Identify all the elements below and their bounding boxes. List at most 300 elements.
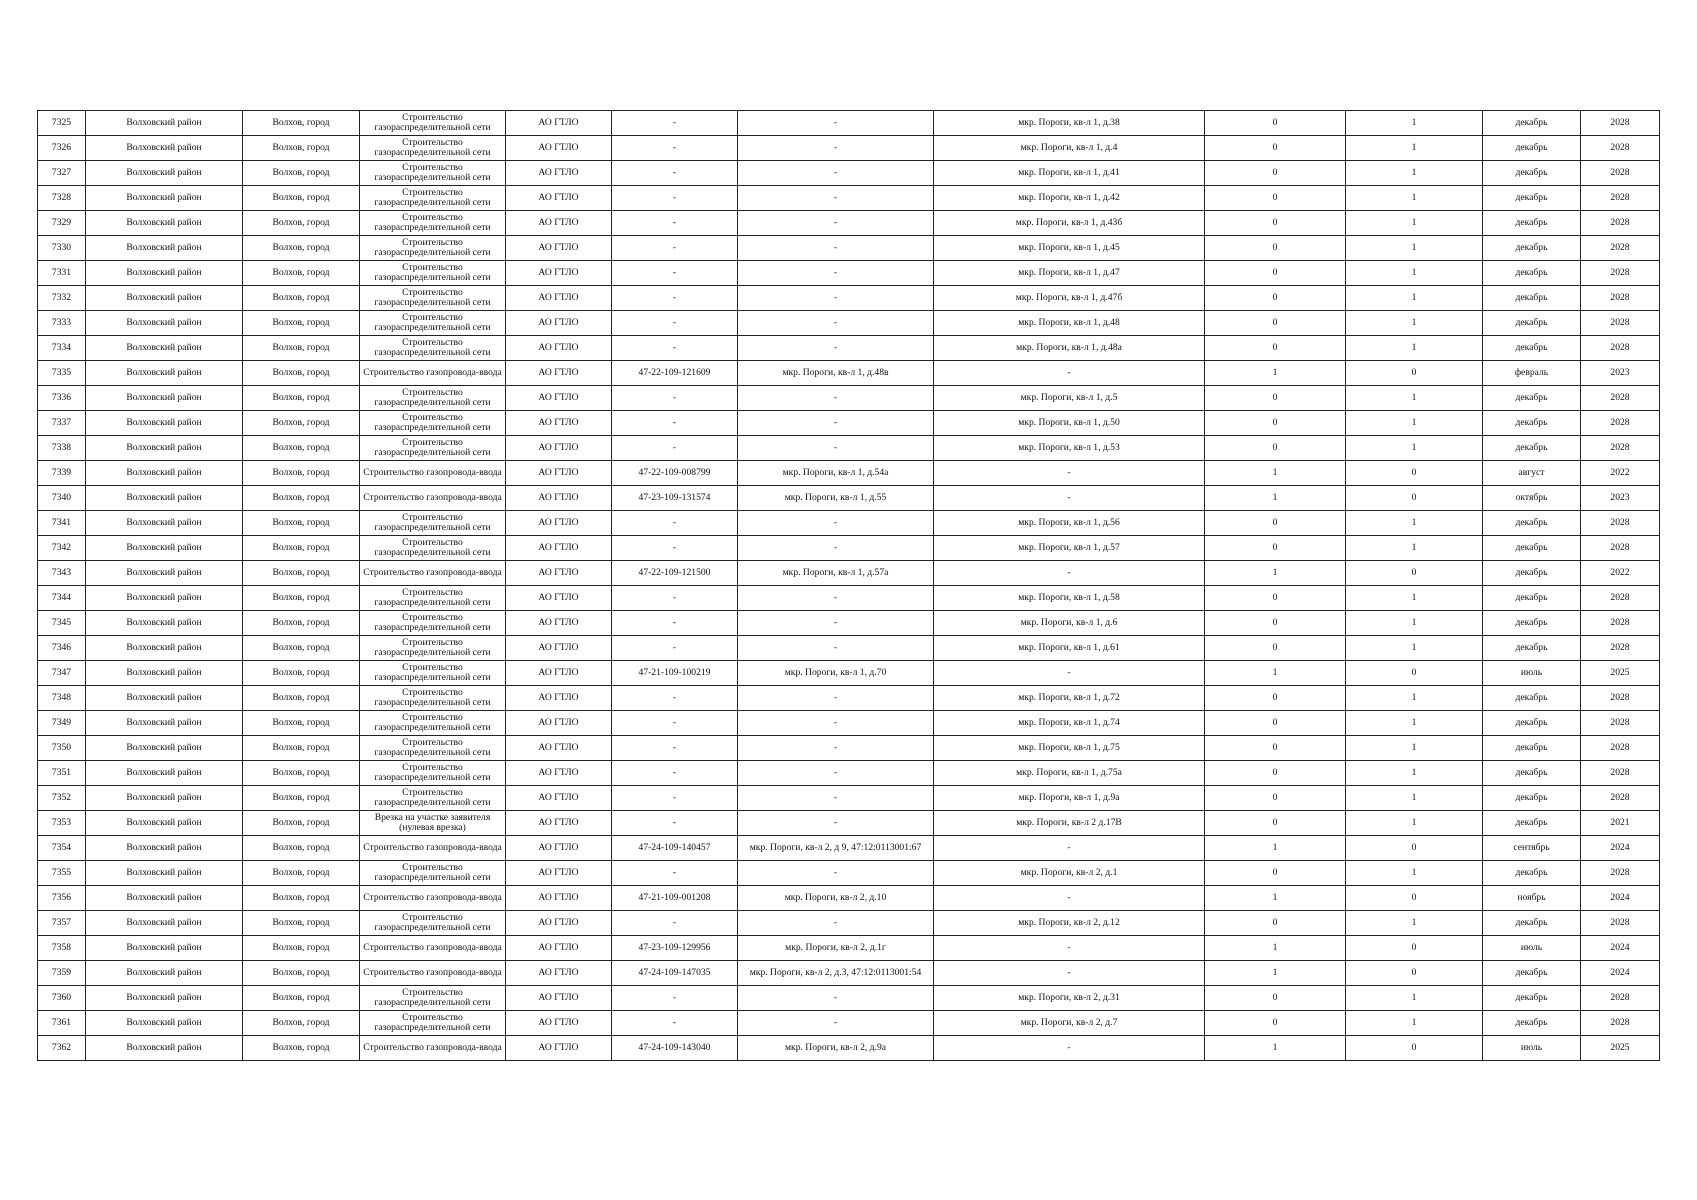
table-row bbox=[38, 561, 1660, 586]
cell-district: Волховский район bbox=[86, 661, 243, 686]
table-row bbox=[38, 661, 1660, 686]
cell-work-type: Строительство газораспределительной сети bbox=[360, 686, 506, 711]
cell-year: 2028 bbox=[1581, 986, 1660, 1011]
cell-connection-address: - bbox=[738, 986, 934, 1011]
cell-district: Волховский район bbox=[86, 586, 243, 611]
cell-network-address: мкр. Пороги, кв-л 1, д.75 bbox=[934, 736, 1205, 761]
cell-district: Волховский район bbox=[86, 786, 243, 811]
cell-month: ноябрь bbox=[1483, 886, 1581, 911]
cell-work-type: Строительство газораспределительной сети bbox=[360, 786, 506, 811]
cell-count-b: 1 bbox=[1346, 261, 1483, 286]
cell-contract-number: - bbox=[612, 811, 738, 836]
cell-number: 7336 bbox=[38, 386, 86, 411]
cell-district: Волховский район bbox=[86, 936, 243, 961]
cell-number: 7328 bbox=[38, 186, 86, 211]
cell-organization: АО ГТЛО bbox=[506, 661, 612, 686]
cell-organization: АО ГТЛО bbox=[506, 836, 612, 861]
cell-count-a: 0 bbox=[1205, 611, 1346, 636]
cell-connection-address: - bbox=[738, 861, 934, 886]
cell-contract-number: - bbox=[612, 711, 738, 736]
cell-connection-address: - bbox=[738, 611, 934, 636]
cell-connection-address: мкр. Пороги, кв-л 1, д.70 bbox=[738, 661, 934, 686]
cell-work-type: Строительство газораспределительной сети bbox=[360, 861, 506, 886]
cell-year: 2025 bbox=[1581, 1036, 1660, 1061]
cell-number: 7345 bbox=[38, 611, 86, 636]
cell-work-type: Строительство газораспределительной сети bbox=[360, 511, 506, 536]
table-row bbox=[38, 986, 1660, 1011]
table-row bbox=[38, 236, 1660, 261]
cell-number: 7341 bbox=[38, 511, 86, 536]
cell-contract-number: 47-22-109-121500 bbox=[612, 561, 738, 586]
cell-connection-address: - bbox=[738, 636, 934, 661]
cell-count-b: 1 bbox=[1346, 1011, 1483, 1036]
cell-network-address: - bbox=[934, 561, 1205, 586]
cell-count-a: 0 bbox=[1205, 436, 1346, 461]
table-row bbox=[38, 736, 1660, 761]
cell-locality: Волхов, город bbox=[243, 1011, 360, 1036]
cell-count-b: 0 bbox=[1346, 886, 1483, 911]
cell-locality: Волхов, город bbox=[243, 511, 360, 536]
cell-month: декабрь bbox=[1483, 411, 1581, 436]
cell-month: август bbox=[1483, 461, 1581, 486]
cell-year: 2028 bbox=[1581, 736, 1660, 761]
cell-locality: Волхов, город bbox=[243, 961, 360, 986]
cell-contract-number: - bbox=[612, 411, 738, 436]
cell-locality: Волхов, город bbox=[243, 211, 360, 236]
cell-organization: АО ГТЛО bbox=[506, 386, 612, 411]
cell-year: 2028 bbox=[1581, 186, 1660, 211]
cell-month: декабрь bbox=[1483, 986, 1581, 1011]
cell-count-b: 1 bbox=[1346, 411, 1483, 436]
cell-connection-address: - bbox=[738, 436, 934, 461]
cell-organization: АО ГТЛО bbox=[506, 861, 612, 886]
cell-contract-number: - bbox=[612, 136, 738, 161]
cell-count-b: 1 bbox=[1346, 536, 1483, 561]
cell-count-b: 0 bbox=[1346, 561, 1483, 586]
cell-number: 7333 bbox=[38, 311, 86, 336]
cell-locality: Волхов, город bbox=[243, 861, 360, 886]
cell-connection-address: - bbox=[738, 411, 934, 436]
cell-year: 2028 bbox=[1581, 136, 1660, 161]
cell-contract-number: - bbox=[612, 536, 738, 561]
table-row bbox=[38, 761, 1660, 786]
table-row bbox=[38, 1011, 1660, 1036]
cell-district: Волховский район bbox=[86, 711, 243, 736]
cell-network-address: мкр. Пороги, кв-л 1, д.61 bbox=[934, 636, 1205, 661]
cell-network-address: мкр. Пороги, кв-л 2, д.1 bbox=[934, 861, 1205, 886]
cell-month: декабрь bbox=[1483, 161, 1581, 186]
cell-network-address: - bbox=[934, 936, 1205, 961]
cell-number: 7354 bbox=[38, 836, 86, 861]
cell-work-type: Строительство газопровода-ввода bbox=[360, 936, 506, 961]
cell-month: июль bbox=[1483, 936, 1581, 961]
cell-month: декабрь bbox=[1483, 711, 1581, 736]
cell-number: 7339 bbox=[38, 461, 86, 486]
cell-contract-number: - bbox=[612, 336, 738, 361]
cell-organization: АО ГТЛО bbox=[506, 311, 612, 336]
cell-locality: Волхов, город bbox=[243, 936, 360, 961]
cell-count-b: 1 bbox=[1346, 611, 1483, 636]
cell-year: 2028 bbox=[1581, 111, 1660, 136]
cell-month: декабрь bbox=[1483, 861, 1581, 886]
cell-count-a: 1 bbox=[1205, 836, 1346, 861]
cell-work-type: Строительство газораспределительной сети bbox=[360, 311, 506, 336]
table-row bbox=[38, 436, 1660, 461]
cell-count-a: 0 bbox=[1205, 786, 1346, 811]
cell-number: 7327 bbox=[38, 161, 86, 186]
cell-district: Волховский район bbox=[86, 911, 243, 936]
cell-number: 7359 bbox=[38, 961, 86, 986]
cell-count-a: 0 bbox=[1205, 286, 1346, 311]
cell-connection-address: - bbox=[738, 336, 934, 361]
cell-organization: АО ГТЛО bbox=[506, 211, 612, 236]
cell-year: 2022 bbox=[1581, 561, 1660, 586]
cell-count-a: 0 bbox=[1205, 1011, 1346, 1036]
cell-count-b: 1 bbox=[1346, 686, 1483, 711]
cell-district: Волховский район bbox=[86, 461, 243, 486]
cell-locality: Волхов, город bbox=[243, 486, 360, 511]
cell-locality: Волхов, город bbox=[243, 1036, 360, 1061]
cell-work-type: Строительство газопровода-ввода bbox=[360, 361, 506, 386]
cell-number: 7361 bbox=[38, 1011, 86, 1036]
cell-work-type: Строительство газопровода-ввода bbox=[360, 486, 506, 511]
cell-network-address: мкр. Пороги, кв-л 1, д.72 bbox=[934, 686, 1205, 711]
cell-count-b: 1 bbox=[1346, 336, 1483, 361]
cell-year: 2028 bbox=[1581, 711, 1660, 736]
cell-year: 2028 bbox=[1581, 236, 1660, 261]
cell-locality: Волхов, город bbox=[243, 661, 360, 686]
cell-number: 7330 bbox=[38, 236, 86, 261]
cell-contract-number: 47-23-109-129956 bbox=[612, 936, 738, 961]
cell-number: 7355 bbox=[38, 861, 86, 886]
cell-district: Волховский район bbox=[86, 111, 243, 136]
cell-organization: АО ГТЛО bbox=[506, 1011, 612, 1036]
cell-month: декабрь bbox=[1483, 561, 1581, 586]
cell-district: Волховский район bbox=[86, 511, 243, 536]
cell-district: Волховский район bbox=[86, 286, 243, 311]
cell-connection-address: мкр. Пороги, кв-л 1, д.57а bbox=[738, 561, 934, 586]
cell-contract-number: - bbox=[612, 686, 738, 711]
cell-organization: АО ГТЛО bbox=[506, 111, 612, 136]
cell-organization: АО ГТЛО bbox=[506, 461, 612, 486]
cell-count-b: 1 bbox=[1346, 111, 1483, 136]
cell-organization: АО ГТЛО bbox=[506, 161, 612, 186]
cell-count-a: 1 bbox=[1205, 486, 1346, 511]
cell-locality: Волхов, город bbox=[243, 311, 360, 336]
cell-network-address: мкр. Пороги, кв-л 2 д.17В bbox=[934, 811, 1205, 836]
cell-year: 2022 bbox=[1581, 461, 1660, 486]
cell-organization: АО ГТЛО bbox=[506, 761, 612, 786]
cell-locality: Волхов, город bbox=[243, 886, 360, 911]
cell-count-a: 1 bbox=[1205, 361, 1346, 386]
cell-year: 2028 bbox=[1581, 1011, 1660, 1036]
cell-work-type: Строительство газораспределительной сети bbox=[360, 611, 506, 636]
cell-year: 2028 bbox=[1581, 161, 1660, 186]
cell-count-b: 1 bbox=[1346, 186, 1483, 211]
cell-district: Волховский район bbox=[86, 636, 243, 661]
cell-connection-address: - bbox=[738, 811, 934, 836]
cell-count-a: 1 bbox=[1205, 561, 1346, 586]
cell-month: декабрь bbox=[1483, 236, 1581, 261]
cell-connection-address: - bbox=[738, 711, 934, 736]
cell-year: 2028 bbox=[1581, 261, 1660, 286]
cell-network-address: - bbox=[934, 961, 1205, 986]
cell-connection-address: - bbox=[738, 536, 934, 561]
cell-locality: Волхов, город bbox=[243, 711, 360, 736]
cell-organization: АО ГТЛО bbox=[506, 586, 612, 611]
cell-district: Волховский район bbox=[86, 861, 243, 886]
cell-organization: АО ГТЛО bbox=[506, 361, 612, 386]
cell-connection-address: - bbox=[738, 111, 934, 136]
cell-organization: АО ГТЛО bbox=[506, 436, 612, 461]
cell-network-address: мкр. Пороги, кв-л 1, д.43б bbox=[934, 211, 1205, 236]
table-row bbox=[38, 786, 1660, 811]
cell-connection-address: - bbox=[738, 911, 934, 936]
cell-month: февраль bbox=[1483, 361, 1581, 386]
cell-connection-address: мкр. Пороги, кв-л 2, д.3, 47:12:0113001:54 bbox=[738, 961, 934, 986]
cell-number: 7353 bbox=[38, 811, 86, 836]
cell-connection-address: мкр. Пороги, кв-л 1, д.54а bbox=[738, 461, 934, 486]
cell-count-b: 1 bbox=[1346, 436, 1483, 461]
cell-district: Волховский район bbox=[86, 986, 243, 1011]
cell-work-type: Строительство газопровода-ввода bbox=[360, 886, 506, 911]
cell-month: октябрь bbox=[1483, 486, 1581, 511]
cell-connection-address: мкр. Пороги, кв-л 1, д.55 bbox=[738, 486, 934, 511]
cell-organization: АО ГТЛО bbox=[506, 961, 612, 986]
cell-network-address: мкр. Пороги, кв-л 2, д.12 bbox=[934, 911, 1205, 936]
cell-organization: АО ГТЛО bbox=[506, 911, 612, 936]
cell-month: декабрь bbox=[1483, 136, 1581, 161]
cell-locality: Волхов, город bbox=[243, 561, 360, 586]
table-row bbox=[38, 186, 1660, 211]
cell-contract-number: - bbox=[612, 586, 738, 611]
cell-count-b: 1 bbox=[1346, 386, 1483, 411]
cell-network-address: мкр. Пороги, кв-л 1, д.75а bbox=[934, 761, 1205, 786]
cell-organization: АО ГТЛО bbox=[506, 611, 612, 636]
cell-work-type: Строительство газопровода-ввода bbox=[360, 961, 506, 986]
cell-connection-address: мкр. Пороги, кв-л 1, д.48в bbox=[738, 361, 934, 386]
cell-work-type: Строительство газораспределительной сети bbox=[360, 986, 506, 1011]
cell-district: Волховский район bbox=[86, 1036, 243, 1061]
cell-count-b: 1 bbox=[1346, 511, 1483, 536]
cell-district: Волховский район bbox=[86, 411, 243, 436]
cell-district: Волховский район bbox=[86, 361, 243, 386]
cell-year: 2023 bbox=[1581, 486, 1660, 511]
cell-locality: Волхов, город bbox=[243, 611, 360, 636]
cell-district: Волховский район bbox=[86, 736, 243, 761]
cell-count-a: 1 bbox=[1205, 661, 1346, 686]
cell-district: Волховский район bbox=[86, 486, 243, 511]
cell-count-b: 1 bbox=[1346, 761, 1483, 786]
cell-work-type: Строительство газопровода-ввода bbox=[360, 461, 506, 486]
cell-number: 7358 bbox=[38, 936, 86, 961]
cell-locality: Волхов, город bbox=[243, 736, 360, 761]
cell-month: декабрь bbox=[1483, 1011, 1581, 1036]
cell-count-a: 0 bbox=[1205, 636, 1346, 661]
cell-work-type: Врезка на участке заявителя (нулевая врезка) bbox=[360, 811, 506, 836]
cell-number: 7334 bbox=[38, 336, 86, 361]
cell-network-address: мкр. Пороги, кв-л 1, д.5 bbox=[934, 386, 1205, 411]
cell-count-b: 1 bbox=[1346, 236, 1483, 261]
cell-year: 2028 bbox=[1581, 761, 1660, 786]
cell-count-a: 1 bbox=[1205, 1036, 1346, 1061]
cell-count-a: 0 bbox=[1205, 111, 1346, 136]
cell-locality: Волхов, город bbox=[243, 361, 360, 386]
cell-district: Волховский район bbox=[86, 311, 243, 336]
cell-network-address: мкр. Пороги, кв-л 1, д.58 bbox=[934, 586, 1205, 611]
cell-work-type: Строительство газораспределительной сети bbox=[360, 386, 506, 411]
cell-locality: Волхов, город bbox=[243, 436, 360, 461]
cell-count-a: 0 bbox=[1205, 536, 1346, 561]
cell-year: 2028 bbox=[1581, 611, 1660, 636]
cell-count-a: 0 bbox=[1205, 261, 1346, 286]
cell-count-b: 1 bbox=[1346, 811, 1483, 836]
cell-year: 2028 bbox=[1581, 311, 1660, 336]
cell-number: 7360 bbox=[38, 986, 86, 1011]
cell-connection-address: - bbox=[738, 161, 934, 186]
cell-contract-number: 47-24-109-147035 bbox=[612, 961, 738, 986]
cell-count-b: 0 bbox=[1346, 1036, 1483, 1061]
cell-work-type: Строительство газопровода-ввода bbox=[360, 561, 506, 586]
cell-number: 7362 bbox=[38, 1036, 86, 1061]
cell-year: 2028 bbox=[1581, 536, 1660, 561]
table-row bbox=[38, 211, 1660, 236]
cell-district: Волховский район bbox=[86, 136, 243, 161]
cell-number: 7338 bbox=[38, 436, 86, 461]
cell-connection-address: - bbox=[738, 761, 934, 786]
cell-count-b: 1 bbox=[1346, 311, 1483, 336]
table-row bbox=[38, 286, 1660, 311]
cell-number: 7348 bbox=[38, 686, 86, 711]
cell-work-type: Строительство газораспределительной сети bbox=[360, 236, 506, 261]
cell-count-a: 0 bbox=[1205, 761, 1346, 786]
cell-connection-address: - bbox=[738, 136, 934, 161]
cell-count-b: 1 bbox=[1346, 211, 1483, 236]
cell-count-a: 0 bbox=[1205, 736, 1346, 761]
cell-locality: Волхов, город bbox=[243, 236, 360, 261]
cell-month: декабрь bbox=[1483, 636, 1581, 661]
cell-network-address: - bbox=[934, 836, 1205, 861]
cell-network-address: мкр. Пороги, кв-л 1, д.41 bbox=[934, 161, 1205, 186]
cell-organization: АО ГТЛО bbox=[506, 286, 612, 311]
cell-locality: Волхов, город bbox=[243, 686, 360, 711]
cell-number: 7343 bbox=[38, 561, 86, 586]
cell-network-address: мкр. Пороги, кв-л 1, д.4 bbox=[934, 136, 1205, 161]
cell-count-b: 0 bbox=[1346, 836, 1483, 861]
table-row bbox=[38, 111, 1660, 136]
cell-work-type: Строительство газопровода-ввода bbox=[360, 836, 506, 861]
cell-count-b: 0 bbox=[1346, 961, 1483, 986]
cell-network-address: мкр. Пороги, кв-л 1, д.47 bbox=[934, 261, 1205, 286]
cell-number: 7344 bbox=[38, 586, 86, 611]
cell-district: Волховский район bbox=[86, 1011, 243, 1036]
cell-district: Волховский район bbox=[86, 386, 243, 411]
table-body bbox=[38, 111, 1660, 1061]
cell-network-address: мкр. Пороги, кв-л 1, д.57 bbox=[934, 536, 1205, 561]
table-row bbox=[38, 911, 1660, 936]
cell-locality: Волхов, город bbox=[243, 136, 360, 161]
cell-count-a: 1 bbox=[1205, 961, 1346, 986]
cell-connection-address: - bbox=[738, 511, 934, 536]
cell-locality: Волхов, город bbox=[243, 536, 360, 561]
cell-locality: Волхов, город bbox=[243, 636, 360, 661]
cell-district: Волховский район bbox=[86, 211, 243, 236]
cell-year: 2028 bbox=[1581, 686, 1660, 711]
cell-organization: АО ГТЛО bbox=[506, 1036, 612, 1061]
cell-organization: АО ГТЛО bbox=[506, 136, 612, 161]
cell-network-address: мкр. Пороги, кв-л 1, д.50 bbox=[934, 411, 1205, 436]
cell-contract-number: 47-23-109-131574 bbox=[612, 486, 738, 511]
cell-contract-number: - bbox=[612, 161, 738, 186]
cell-contract-number: - bbox=[612, 636, 738, 661]
cell-network-address: мкр. Пороги, кв-л 1, д.56 bbox=[934, 511, 1205, 536]
cell-contract-number: 47-22-109-121609 bbox=[612, 361, 738, 386]
cell-month: декабрь bbox=[1483, 311, 1581, 336]
cell-count-a: 1 bbox=[1205, 461, 1346, 486]
cell-number: 7325 bbox=[38, 111, 86, 136]
cell-district: Волховский район bbox=[86, 536, 243, 561]
cell-network-address: мкр. Пороги, кв-л 1, д.38 bbox=[934, 111, 1205, 136]
cell-locality: Волхов, город bbox=[243, 461, 360, 486]
cell-network-address: мкр. Пороги, кв-л 1, д.45 bbox=[934, 236, 1205, 261]
table-row bbox=[38, 536, 1660, 561]
cell-month: декабрь bbox=[1483, 511, 1581, 536]
cell-district: Волховский район bbox=[86, 561, 243, 586]
cell-district: Волховский район bbox=[86, 611, 243, 636]
cell-organization: АО ГТЛО bbox=[506, 486, 612, 511]
cell-month: декабрь bbox=[1483, 211, 1581, 236]
cell-count-b: 0 bbox=[1346, 361, 1483, 386]
cell-locality: Волхов, город bbox=[243, 836, 360, 861]
cell-number: 7346 bbox=[38, 636, 86, 661]
cell-month: июль bbox=[1483, 661, 1581, 686]
cell-organization: АО ГТЛО bbox=[506, 186, 612, 211]
cell-connection-address: - bbox=[738, 211, 934, 236]
cell-network-address: - bbox=[934, 886, 1205, 911]
table-row bbox=[38, 686, 1660, 711]
cell-locality: Волхов, город bbox=[243, 761, 360, 786]
table-row bbox=[38, 836, 1660, 861]
cell-connection-address: мкр. Пороги, кв-л 2, д.9а bbox=[738, 1036, 934, 1061]
cell-count-b: 0 bbox=[1346, 461, 1483, 486]
cell-count-b: 1 bbox=[1346, 636, 1483, 661]
cell-district: Волховский район bbox=[86, 811, 243, 836]
cell-count-a: 1 bbox=[1205, 936, 1346, 961]
cell-district: Волховский район bbox=[86, 186, 243, 211]
cell-organization: АО ГТЛО bbox=[506, 261, 612, 286]
cell-network-address: мкр. Пороги, кв-л 1, д.48а bbox=[934, 336, 1205, 361]
cell-organization: АО ГТЛО bbox=[506, 686, 612, 711]
cell-month: декабрь bbox=[1483, 586, 1581, 611]
cell-number: 7350 bbox=[38, 736, 86, 761]
cell-count-a: 0 bbox=[1205, 711, 1346, 736]
table-row bbox=[38, 461, 1660, 486]
cell-contract-number: - bbox=[612, 911, 738, 936]
cell-number: 7340 bbox=[38, 486, 86, 511]
cell-district: Волховский район bbox=[86, 836, 243, 861]
cell-year: 2023 bbox=[1581, 361, 1660, 386]
cell-network-address: мкр. Пороги, кв-л 1, д.9а bbox=[934, 786, 1205, 811]
cell-district: Волховский район bbox=[86, 436, 243, 461]
cell-number: 7352 bbox=[38, 786, 86, 811]
cell-work-type: Строительство газораспределительной сети bbox=[360, 536, 506, 561]
cell-district: Волховский район bbox=[86, 961, 243, 986]
cell-connection-address: - bbox=[738, 586, 934, 611]
cell-network-address: мкр. Пороги, кв-л 1, д.48 bbox=[934, 311, 1205, 336]
table-row bbox=[38, 936, 1660, 961]
table-row bbox=[38, 411, 1660, 436]
cell-count-b: 1 bbox=[1346, 586, 1483, 611]
